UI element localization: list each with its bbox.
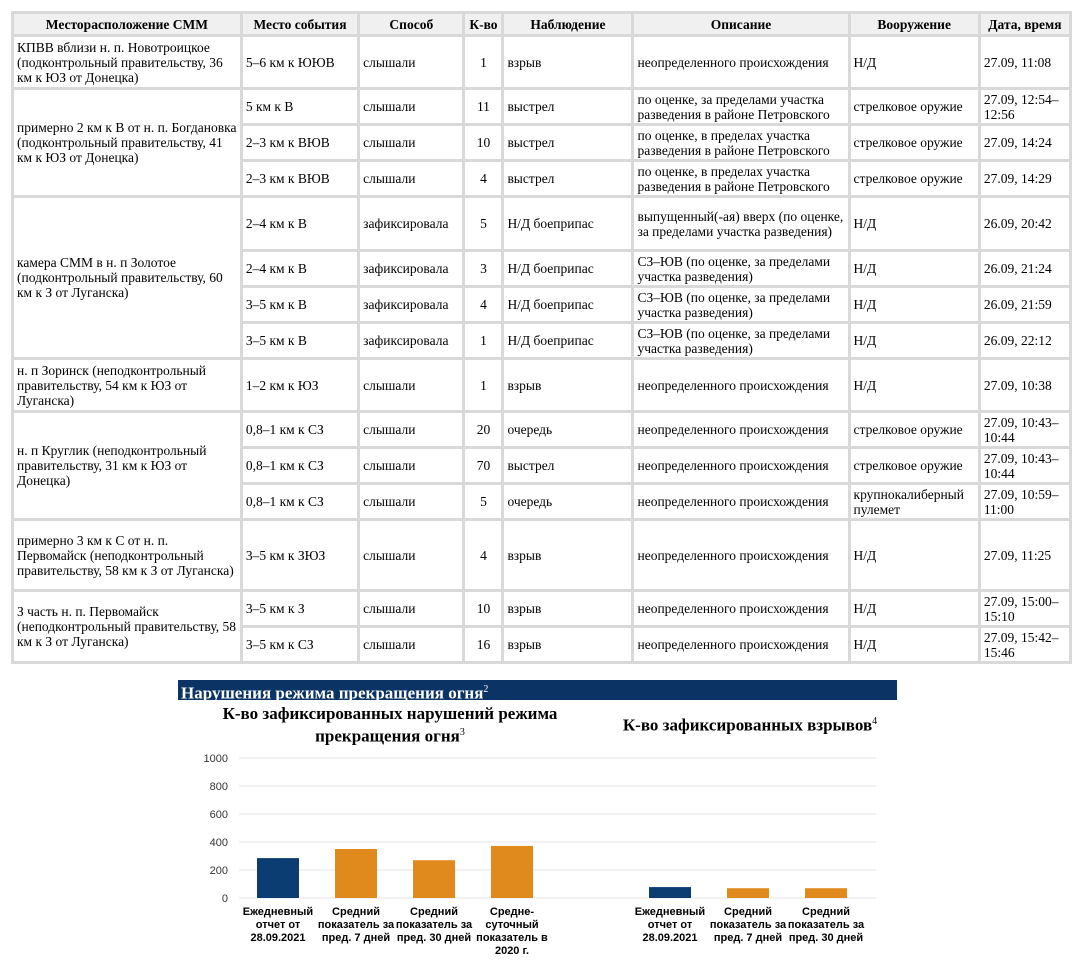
count-cell: 4 <box>465 288 501 321</box>
weapon-cell: Н/Д <box>851 324 978 357</box>
observation-cell: очередь <box>504 413 631 446</box>
x-tick-label: Средний показатель за пред. 30 дней <box>787 906 865 944</box>
observation-cell: взрыв <box>504 521 631 589</box>
table-row <box>14 521 1069 589</box>
column-header: Описание <box>634 14 847 34</box>
place-cell: 3–5 км к З <box>243 592 357 625</box>
observation-cell: очередь <box>504 485 631 518</box>
method-cell: зафиксировала <box>360 324 462 357</box>
weapon-cell: стрелковое оружие <box>851 126 978 159</box>
description-cell: неопределенного происхождения <box>634 521 847 589</box>
observation-cell: Н/Д боеприпас <box>504 198 631 249</box>
bar <box>727 888 769 898</box>
observation-cell: Н/Д боеприпас <box>504 252 631 285</box>
observation-cell: Н/Д боеприпас <box>504 324 631 357</box>
bar <box>335 849 377 898</box>
description-cell: неопределенного происхождения <box>634 628 847 661</box>
weapon-cell: Н/Д <box>851 628 978 661</box>
method-cell: слышали <box>360 521 462 589</box>
observation-cell: выстрел <box>504 126 631 159</box>
footnote-ref: 4 <box>872 716 878 727</box>
y-tick-label: 200 <box>209 865 228 877</box>
location-cell: н. п Зоринск (неподконтрольный правительству, 54 км к ЮЗ от Луганска) <box>14 360 240 410</box>
place-cell: 0,8–1 км к СЗ <box>243 413 357 446</box>
description-cell: по оценке, в пределах участка разведения в районе Петровского <box>634 162 847 195</box>
place-cell: 3–5 км к ЗЮЗ <box>243 521 357 589</box>
banner-title: Нарушения режима прекращения огня <box>181 683 484 703</box>
y-tick-label: 400 <box>209 837 228 849</box>
column-header: Место события <box>243 14 357 34</box>
column-header: Месторасположение СММ <box>14 14 240 34</box>
method-cell: зафиксировала <box>360 252 462 285</box>
bar <box>491 846 533 898</box>
description-cell: неопределенного происхождения <box>634 592 847 625</box>
place-cell: 2–4 км к В <box>243 252 357 285</box>
datetime-cell: 27.09, 11:08 <box>981 37 1069 87</box>
table-header-row <box>14 14 1069 34</box>
weapon-cell: стрелковое оружие <box>851 449 978 482</box>
location-cell: примерно 2 км к В от н. п. Богдановка (подконтрольный правительству, 41 км к ЮЗ от Донецка) <box>14 90 240 195</box>
method-cell: зафиксировала <box>360 198 462 249</box>
bar <box>257 858 299 898</box>
table-row <box>14 37 1069 87</box>
datetime-cell: 27.09, 10:38 <box>981 360 1069 410</box>
datetime-cell: 27.09, 15:42–15:46 <box>981 628 1069 661</box>
footnote-ref: 3 <box>459 727 465 738</box>
place-cell: 1–2 км к ЮЗ <box>243 360 357 410</box>
y-tick-label: 800 <box>209 781 228 793</box>
place-cell: 0,8–1 км к СЗ <box>243 485 357 518</box>
y-tick-label: 1000 <box>203 753 228 765</box>
place-cell: 2–4 км к В <box>243 198 357 249</box>
column-header: Наблюдение <box>504 14 631 34</box>
bar <box>413 860 455 898</box>
method-cell: слышали <box>360 628 462 661</box>
weapon-cell: стрелковое оружие <box>851 90 978 123</box>
description-cell: по оценке, за пределами участка разведения в районе Петровского <box>634 90 847 123</box>
location-cell: н. п Круглик (неподконтрольный правительству, 31 км к ЮЗ от Донецка) <box>14 413 240 518</box>
datetime-cell: 26.09, 20:42 <box>981 198 1069 249</box>
weapon-cell: Н/Д <box>851 592 978 625</box>
observation-cell: взрыв <box>504 360 631 410</box>
method-cell: слышали <box>360 413 462 446</box>
y-tick-label: 0 <box>221 893 228 905</box>
place-cell: 2–3 км к ВЮВ <box>243 126 357 159</box>
place-cell: 2–3 км к ВЮВ <box>243 162 357 195</box>
weapon-cell: Н/Д <box>851 288 978 321</box>
weapon-cell: Н/Д <box>851 198 978 249</box>
description-cell: неопределенного происхождения <box>634 449 847 482</box>
table-row <box>14 413 1069 446</box>
table-row <box>14 592 1069 625</box>
x-tick-label: Средне-суточный показатель в 2020 г. <box>476 906 548 957</box>
table-row <box>14 198 1069 249</box>
table-row <box>14 360 1069 410</box>
place-cell: 3–5 км к В <box>243 288 357 321</box>
method-cell: слышали <box>360 485 462 518</box>
column-header: Способ <box>360 14 462 34</box>
place-cell: 0,8–1 км к СЗ <box>243 449 357 482</box>
column-header: Вооружение <box>851 14 978 34</box>
count-cell: 4 <box>465 521 501 589</box>
table-row <box>14 90 1069 123</box>
description-cell: неопределенного происхождения <box>634 360 847 410</box>
y-tick-label: 600 <box>209 809 228 821</box>
count-cell: 3 <box>465 252 501 285</box>
datetime-cell: 27.09, 10:59–11:00 <box>981 485 1069 518</box>
count-cell: 20 <box>465 413 501 446</box>
place-cell: 3–5 км к СЗ <box>243 628 357 661</box>
observation-cell: выстрел <box>504 90 631 123</box>
description-cell: СЗ–ЮВ (по оценке, за пределами участка разведения) <box>634 252 847 285</box>
count-cell: 10 <box>465 592 501 625</box>
observation-cell: взрыв <box>504 628 631 661</box>
weapon-cell: крупнокалиберный пулемет <box>851 485 978 518</box>
place-cell: 3–5 км к В <box>243 324 357 357</box>
datetime-cell: 27.09, 11:25 <box>981 521 1069 589</box>
description-cell: выпущенный(-ая) вверх (по оценке, за пределами участка разведения) <box>634 198 847 249</box>
place-cell: 5 км к В <box>243 90 357 123</box>
datetime-cell: 26.09, 22:12 <box>981 324 1069 357</box>
datetime-cell: 26.09, 21:59 <box>981 288 1069 321</box>
location-cell: примерно 3 км к С от н. п. Первомайск (неподконтрольный правительству, 58 км к З от Луганска) <box>14 521 240 589</box>
method-cell: слышали <box>360 162 462 195</box>
count-cell: 1 <box>465 360 501 410</box>
weapon-cell: стрелковое оружие <box>851 413 978 446</box>
chart2-title-text: К-во зафиксированных взрывов <box>622 715 873 735</box>
method-cell: слышали <box>360 90 462 123</box>
weapon-cell: стрелковое оружие <box>851 162 978 195</box>
observation-cell: Н/Д боеприпас <box>504 288 631 321</box>
method-cell: слышали <box>360 126 462 159</box>
observation-cell: взрыв <box>504 37 631 87</box>
x-tick-label: Ежедневный отчет от 28.09.2021 <box>634 906 706 944</box>
x-tick-label: Средний показатель за пред. 7 дней <box>317 906 395 944</box>
footnote-ref: 2 <box>483 684 489 695</box>
datetime-cell: 27.09, 14:29 <box>981 162 1069 195</box>
observation-cell: взрыв <box>504 592 631 625</box>
count-cell: 11 <box>465 90 501 123</box>
column-header: К-во <box>465 14 501 34</box>
description-cell: по оценке, в пределах участка разведения в районе Петровского <box>634 126 847 159</box>
bar <box>649 887 691 898</box>
datetime-cell: 27.09, 10:43–10:44 <box>981 449 1069 482</box>
place-cell: 5–6 км к ЮЮВ <box>243 37 357 87</box>
chart1-title-text: К-во зафиксированных нарушений режима прекращения огня <box>222 704 558 746</box>
datetime-cell: 27.09, 14:24 <box>981 126 1069 159</box>
observation-cell: выстрел <box>504 449 631 482</box>
method-cell: зафиксировала <box>360 288 462 321</box>
datetime-cell: 26.09, 21:24 <box>981 252 1069 285</box>
description-cell: неопределенного происхождения <box>634 413 847 446</box>
method-cell: слышали <box>360 449 462 482</box>
weapon-cell: Н/Д <box>851 360 978 410</box>
method-cell: слышали <box>360 360 462 410</box>
column-header: Дата, время <box>981 14 1069 34</box>
datetime-cell: 27.09, 12:54–12:56 <box>981 90 1069 123</box>
bar <box>805 888 847 898</box>
section-banner <box>178 680 897 703</box>
count-cell: 5 <box>465 198 501 249</box>
location-cell: камера СММ в н. п Золотое (подконтрольный правительству, 60 км к З от Луганска) <box>14 198 240 357</box>
description-cell: СЗ–ЮВ (по оценке, за пределами участка разведения) <box>634 324 847 357</box>
description-cell: неопределенного происхождения <box>634 37 847 87</box>
count-cell: 10 <box>465 126 501 159</box>
chart2-title <box>600 712 900 735</box>
weapon-cell: Н/Д <box>851 37 978 87</box>
method-cell: слышали <box>360 592 462 625</box>
location-cell: З часть н. п. Первомайск (неподконтрольный правительству, 58 км к З от Луганска) <box>14 592 240 661</box>
weapon-cell: Н/Д <box>851 521 978 589</box>
x-tick-label: Средний показатель за пред. 30 дней <box>395 906 473 944</box>
weapon-cell: Н/Д <box>851 252 978 285</box>
count-cell: 70 <box>465 449 501 482</box>
method-cell: слышали <box>360 37 462 87</box>
datetime-cell: 27.09, 10:43–10:44 <box>981 413 1069 446</box>
count-cell: 5 <box>465 485 501 518</box>
events-table <box>11 11 1072 664</box>
datetime-cell: 27.09, 15:00–15:10 <box>981 592 1069 625</box>
description-cell: СЗ–ЮВ (по оценке, за пределами участка разведения) <box>634 288 847 321</box>
count-cell: 16 <box>465 628 501 661</box>
count-cell: 1 <box>465 37 501 87</box>
description-cell: неопределенного происхождения <box>634 485 847 518</box>
count-cell: 1 <box>465 324 501 357</box>
count-cell: 4 <box>465 162 501 195</box>
x-tick-label: Средний показатель за пред. 7 дней <box>709 906 787 944</box>
location-cell: КПВВ вблизи н. п. Новотроицкое (подконтрольный правительству, 36 км к ЮЗ от Донецка) <box>14 37 240 87</box>
x-tick-label: Ежедневный отчет от 28.09.2021 <box>242 906 314 944</box>
observation-cell: выстрел <box>504 162 631 195</box>
